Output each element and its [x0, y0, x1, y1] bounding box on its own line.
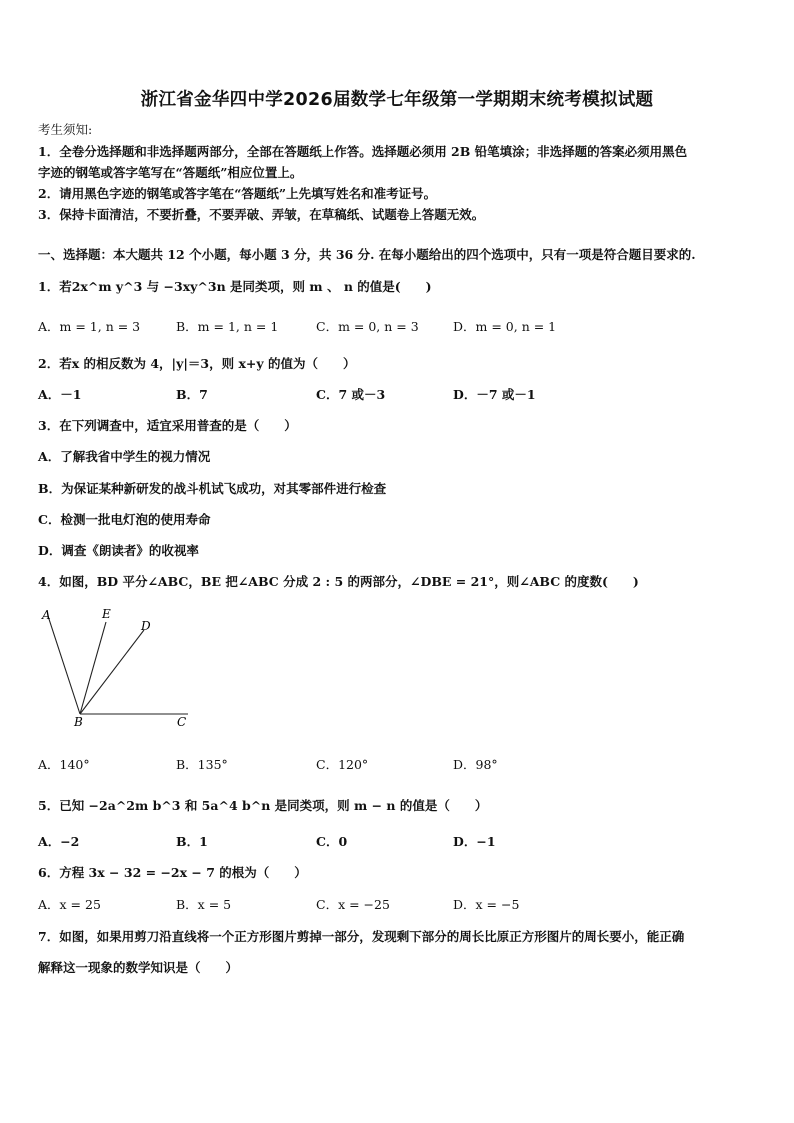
- question-2-option-a[interactable]: A．－1: [38, 387, 82, 402]
- notice-item-2: 2．请用黑色字迹的钢笔或答字笔在“答题纸”上先填写姓名和准考证号。: [38, 186, 437, 201]
- angle-figure: [38, 604, 198, 730]
- question-1-option-c[interactable]: C．m = 0, n = 3: [316, 319, 419, 334]
- question-6-option-b[interactable]: B．x = 5: [176, 897, 232, 912]
- question-6-option-a[interactable]: A．x = 25: [38, 897, 101, 912]
- question-1-option-d[interactable]: D．m = 0, n = 1: [453, 319, 557, 334]
- page-title: 浙江省金华四中学2026届数学七年级第一学期期末统考模拟试题: [140, 90, 654, 110]
- question-4-option-a[interactable]: A．140°: [38, 757, 90, 772]
- point-label-e: E: [102, 607, 111, 621]
- question-2-stem: 2．若x 的相反数为 4，|y|＝3，则 x+y 的值为（ ）: [38, 356, 356, 371]
- question-1-stem: 1．若2x^m y^3 与 −3xy^3n 是同类项，则 m 、 n 的值是( ): [38, 279, 432, 294]
- point-label-a: A: [42, 608, 51, 622]
- question-5-stem: 5．已知 −2a^2m b^3 和 5a^4 b^n 是同类项，则 m − n 的值是（ ）: [38, 798, 488, 813]
- question-7-stem-line-2: 解释这一现象的数学知识是（ ）: [38, 960, 239, 975]
- notice-item-1-cont: 字迹的钢笔或答字笔写在“答题纸”相应位置上。: [38, 165, 303, 180]
- question-1-option-b[interactable]: B．m = 1, n = 1: [176, 319, 279, 334]
- question-7-stem-line-1: 7．如图，如果用剪刀沿直线将一个正方形图片剪掉一部分，发现剩下部分的周长比原正方形图片的周长要小，能正确: [38, 929, 685, 944]
- question-6-stem: 6．方程 3x − 32 = −2x − 7 的根为（ ）: [38, 865, 307, 880]
- notice-item-3: 3．保持卡面清洁，不要折叠，不要弄破、弄皱，在草稿纸、试题卷上答题无效。: [38, 207, 485, 222]
- question-6-option-c[interactable]: C．x = −25: [316, 897, 390, 912]
- question-1-option-a[interactable]: A．m = 1, n = 3: [38, 319, 141, 334]
- question-4-option-c[interactable]: C．120°: [316, 757, 369, 772]
- point-label-c: C: [177, 715, 187, 729]
- question-4-option-b[interactable]: B．135°: [176, 757, 228, 772]
- point-label-d: D: [141, 619, 151, 633]
- point-label-b: B: [74, 715, 83, 729]
- question-2-option-d[interactable]: D．－7 或－1: [453, 387, 536, 402]
- question-5-option-a[interactable]: A．−2: [38, 834, 80, 849]
- question-5-option-b[interactable]: B．1: [176, 834, 208, 849]
- question-3-stem: 3．在下列调查中，适宜采用普查的是（ ）: [38, 418, 297, 433]
- section-heading: 一、选择题：本大题共 12 个小题，每小题 3 分，共 36 分. 在每小题给出的四个选项中，只有一项是符合题目要求的.: [38, 247, 696, 262]
- question-2-option-c[interactable]: C．7 或－3: [316, 387, 386, 402]
- question-3-option-b[interactable]: B．为保证某种新研发的战斗机试飞成功，对其零部件进行检查: [38, 481, 387, 496]
- question-5-option-c[interactable]: C．0: [316, 834, 348, 849]
- question-3-option-d[interactable]: D．调查《朗读者》的收视率: [38, 543, 199, 558]
- question-3-option-c[interactable]: C．检测一批电灯泡的使用寿命: [38, 512, 211, 527]
- question-4-stem: 4．如图，BD 平分∠ABC，BE 把∠ABC 分成 2 : 5 的两部分，∠DBE = 21°，则∠ABC 的度数( ): [38, 574, 639, 589]
- notice-heading: 考生须知:: [38, 122, 93, 137]
- question-6-option-d[interactable]: D．x = −5: [453, 897, 520, 912]
- question-3-option-a[interactable]: A．了解我省中学生的视力情况: [38, 449, 211, 464]
- question-2-option-b[interactable]: B．7: [176, 387, 208, 402]
- notice-item-1: 1．全卷分选择题和非选择题两部分，全部在答题纸上作答。选择题必须用 2B 铅笔填涂；非选择题的答案必须用黑色: [38, 144, 688, 159]
- question-4-option-d[interactable]: D．98°: [453, 757, 498, 772]
- question-5-option-d[interactable]: D．−1: [453, 834, 496, 849]
